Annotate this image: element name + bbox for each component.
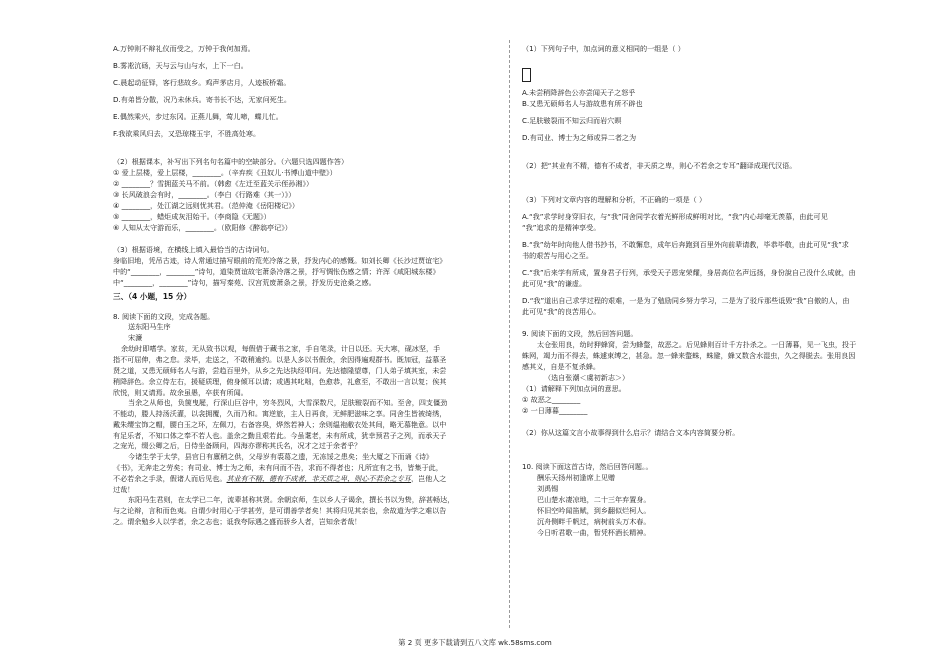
q8-para2-line3: 戴朱缨宝饰之帽，腰白玉之环，左佩刀，右备容臭，烨然若神人；余则缊袍敝衣处其间，略无慕艳意。以中 (113, 419, 447, 429)
q9-sub1-title: （1）请解释下列加点词的意思。 (522, 383, 626, 393)
q10-poem-author: 刘禹锡 (537, 483, 559, 493)
context-line-3: 中“________，________”诗句，描写秦苑、汉宫荒废萧条之景，抒发历史沧桑之感。 (113, 277, 376, 287)
q8-sub1-option-c: C.足肤皲裂而不知云归而岩穴暝 (522, 115, 622, 125)
q8-para4-line1: 东阳马生君则，在太学已二年，流辈甚称其贤。余朝京师，生以乡人子谒余，撰长书以为贽，辞甚畅达， (128, 495, 455, 505)
q9-intro: 9. 阅读下面的文段，然后回答问题。 (522, 328, 638, 338)
fill-in-item-6: ⑥ 人知从太守游而乐，________。（欧阳修《醉翁亭记》） (113, 222, 292, 232)
q8-sub1-option-a: A.未尝稍降辞色公亦尝闻天子之怒乎 (522, 87, 636, 97)
q8-sub3-option-c-line2: 此可见“我”的谦虚。 (522, 278, 587, 288)
q8-para3-line3 (113, 474, 496, 485)
fill-in-item-4: ④ ________，处江湖之远则忧其君。（范仲淹《岳阳楼记》） (113, 200, 299, 210)
q8-article-author: 宋濂 (128, 333, 143, 343)
q8-para3-line3-pre: 不必若余之手录，假诸人而后见也。 (113, 473, 227, 483)
q8-para2-line4: 有足乐者，不知口体之奉不若人也。盖余之勤且艰若此。今虽耄老，未有所成，犹幸预君子之列，而承天子 (113, 430, 447, 440)
q8-para2-line1: 当余之从师也，负箧曳屣，行深山巨谷中，穷冬烈风，大雪深数尺，足肤皲裂而不知。至舍，四支僵劲 (128, 398, 448, 408)
q8-para3-line1: 今诸生学于太学，县官日有廪稍之供，父母岁有裘葛之遗，无冻馁之患矣；坐大厦之下而诵《诗》 (128, 452, 434, 462)
q8-sub3-option-a-line2: “我”追求的是精神享受。 (522, 222, 601, 232)
q8-sub1-option-b: B.又患无硕师名人与游故患有所不辟也 (522, 98, 643, 108)
context-question-title: （3）根据语境，在横线上填入最恰当的古诗词句。 (113, 244, 274, 254)
q8-sub1-option-d: D.有司业、博士为之师或异二者之为 (522, 132, 637, 142)
right-column (522, 44, 877, 539)
column-divider (509, 40, 510, 628)
q8-para3-line2: 《书》，无奔走之劳矣；有司业、博士为之师，未有问而不告，求而不得者也；凡所宜有之书，皆集于此， (113, 463, 443, 473)
q8-sub3-title: （3）下列对文章内容的理解和分析，不正确的一项是（ ） (522, 194, 707, 204)
q9-para-line2: 蛛网，竭力而不得去，蛛遽束缚之，甚急。忽一蜂来螫蛛，蛛避，蜂又数含水湿虫，久之得脱去。张用良因 (522, 350, 856, 360)
q10-poem-title: 酬乐天扬州初逢席上见赠 (537, 472, 616, 482)
q8-sub3-option-b-line1: B.“我”幼年时向他人借书抄书，不敢懈怠，成年后奔跑到百里外向前辈请教，毕恭毕敬，由此可见“我”求 (522, 239, 849, 249)
q8-para4-line2: 与之论辩，言和而色夷。自谓少时用心于学甚劳，是可谓善学者矣！其将归见其亲也，余故道为学之难以告 (113, 506, 447, 516)
option-b: B.雾凇沆砀，天与云与山与水，上下一白。 (113, 60, 248, 70)
q8-sub1-title: （1）下列句子中，加点词的意义相同的一组是（ ） (522, 44, 685, 53)
option-a: A.万钟则不辩礼仪而受之，万钟于我何加焉。 (113, 44, 255, 53)
q10-poem-line1: 巴山楚水凄凉地，二十三年弃置身。 (537, 494, 651, 504)
context-line-1: 身临旧地，凭吊古迹，诗人常通过描写眼前的荒芜冷落之景，抒发内心的感慨。如刘长卿《长沙过贾谊宅》 (113, 255, 447, 265)
page-footer: 第 2 页 更多下载请到五八文库 wk.58sms.com (398, 638, 552, 647)
q9-para-line3: 感其义，自是不复杀蜂。 (522, 361, 601, 371)
context-line-2: 中的“________，________”诗句，道染贾谊故宅萧条冷落之景，抒写惆怅伤感之情；许浑《咸阳城东楼》 (113, 266, 440, 276)
section-heading: 三、（4 小题，15 分） (113, 291, 192, 301)
q10-intro: 10. 阅读下面这首古诗，然后回答问题。。 (522, 461, 653, 471)
fill-in-item-3: ③ 长风破浪会有时，________。（李白《行路难（其一）》） (113, 189, 296, 199)
q8-sub2-title: （2）把“其业有不精，德有不成者，非天质之卑，则心不若余之专耳”翻译成现代汉语。 (522, 160, 797, 170)
q8-sub3-option-d-line2: 此可见“我”的良苦用心。 (522, 306, 601, 316)
q8-para1-line5: 欣悦，则又请焉。故余虽愚，卒获有所闻。 (113, 387, 248, 397)
option-c: C.晨起动征铎，客行悲故乡。鸡声茅店月，人迹板桥霜。 (113, 77, 291, 87)
option-e: E.偶然乘兴，步过东冈。正燕儿舞，莺儿啼，蝶儿忙。 (113, 111, 283, 121)
q8-para1-line3: 贤之道，又患无硕师名人与游，尝趋百里外，从乡之先达执经叩问。先达德隆望尊，门人弟子填其室，未尝 (113, 366, 447, 376)
q8-para4-line3: 之。谓余勉乡人以学者，余之志也；诋我夸际遇之盛而骄乡人者，岂知余者哉！ (113, 516, 362, 526)
q8-sub3-option-b-line2: 书的艰苦与用心之至。 (522, 250, 593, 260)
q8-para1-line2: 指不可屈伸，弗之怠。录毕，走送之，不敢稍逾约。以是人多以书假余，余因得遍观群书。既加冠，益慕圣 (113, 355, 447, 365)
q8-sub3-option-c-line1: C.“我”后来学有所成，置身君子行列，承受天子恩宠荣耀，身居高位名声远扬，身份說自己没什么成就，由 (522, 267, 856, 277)
q9-sub1-item-1: ① 故恶之________ (522, 394, 581, 404)
left-column (113, 44, 496, 528)
q8-para3-line4: 过哉！ (113, 484, 135, 494)
q8-underlined-sentence: 其业有不精，德有不成者，非天质之卑，则心不若余之专耳 (226, 473, 411, 483)
q8-para3-line3-post: ，岂他人之 (410, 473, 447, 483)
q10-poem-line4: 今日听君歌一曲，暂凭杯酒长精神。 (537, 527, 651, 537)
q8-article-title: 送东阳马生序 (128, 322, 171, 332)
q8-para2-line2: 不能动，媵人持汤沃灌，以衾拥覆，久而乃和。寓逆旅，主人日再食，无鲜肥滋味之享。同舍生皆被绮绣， (113, 409, 447, 419)
q8-intro: 8. 阅读下面的文段，完成各题。 (113, 311, 215, 321)
q9-source: （选自张潮＜虞初新志＞） (544, 372, 630, 382)
q8-para1-line1: 余幼时即嗜学。家贫，无从致书以观，每假借于藏书之家，手自笔录，计日以还。天大寒，砚冰坚，手 (121, 344, 441, 354)
q9-sub2-title: （2）你从这篇文言小故事得到什么启示？请结合文本内容简要分析。 (522, 427, 740, 437)
q8-sub3-option-d-line1: D.“我”道出自己求学过程的艰难，一是为了勉励同乡努力学习，二是为了驳斥那些诋毁“我”自傲的人，由 (522, 295, 850, 305)
q8-para2-line5: 之宠光，缀公卿之后，日侍坐备顾问，四海亦谬称其氏名，况才之过于余者乎？ (113, 441, 362, 451)
q9-sub1-item-2: ② 一日薄暮________ (522, 405, 588, 415)
fill-in-question-title: （2）根据课本，补写出下列名句名篇中的空缺部分。（六题只选四题作答） (113, 156, 349, 166)
q9-para-line1: 太仓张用良，幼时狎蜂窝，尝为蜂螫，故恶之。后见蜂则百计千方扑杀之。一日薄暮，见一飞虫，投于 (537, 339, 857, 349)
q8-sub3-option-a-line1: A.“我”求学时身穿旧衣，与“我”同舍同学衣着光鲜形成鲜明对比，“我”内心却毫无羡慕，由此可见 (522, 211, 828, 221)
fill-in-item-5: ⑤ ________，蜡炬成灰泪始干。（李商隐《无题》） (113, 211, 271, 221)
q10-poem-line3: 沉舟侧畔千帆过，病树前头万木春。 (537, 516, 651, 526)
fill-in-item-2: ② ________？雪拥蓝关马不前。（韩愈《左迁至蓝关示侄孙湘》） (113, 178, 314, 188)
answer-box[interactable] (522, 68, 531, 82)
option-d: D.有弟皆分散，况乃未休兵。寄书长不达，无家问死生。 (113, 94, 291, 104)
q10-poem-line2: 怀旧空吟闻笛赋，到乡翻似烂柯人。 (537, 505, 651, 515)
fill-in-item-1: ① 爱上层楼，爱上层楼，________。（辛弃疾《丑奴儿·书博山道中壁》） (113, 167, 337, 177)
option-f: F.我欲乘风归去，又恐琼楼玉宇，不胜高处寒。 (113, 128, 261, 138)
q8-para1-line4: 稍降辞色。余立侍左右，援疑质理，俯身倾耳以请；或遇其叱咄，色愈恭，礼愈至，不敢出一言以复；俟其 (113, 376, 447, 386)
